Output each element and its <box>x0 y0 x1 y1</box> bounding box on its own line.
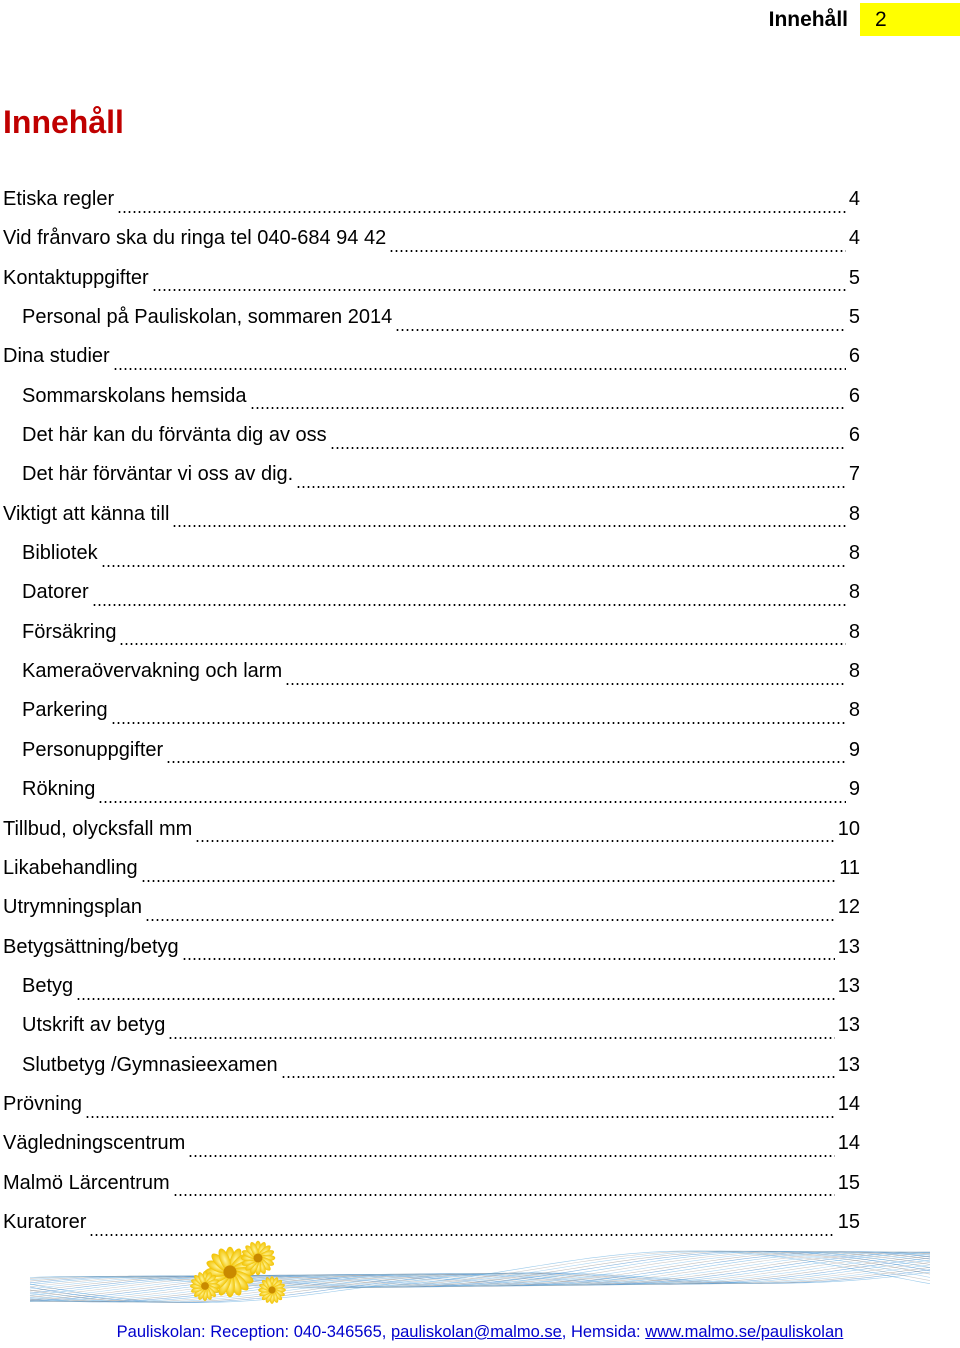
toc-entry[interactable] <box>0 219 860 258</box>
toc-entry-label: Personuppgifter <box>22 738 164 761</box>
toc-entry-page: 9 <box>848 738 860 761</box>
toc-leader-dots <box>92 585 846 609</box>
toc-entry-label: Rökning <box>22 778 96 801</box>
toc-entry-page: 8 <box>848 502 860 525</box>
toc-leader-dots <box>145 900 835 924</box>
toc-entry[interactable] <box>0 495 860 534</box>
toc-entry-label: Likabehandling <box>3 856 138 879</box>
toc-leader-dots <box>395 310 846 334</box>
toc-entry-page: 6 <box>848 384 860 407</box>
toc-entry-page: 15 <box>837 1171 860 1194</box>
toc-leader-dots <box>113 349 846 373</box>
toc-entry-label: Betyg <box>22 974 74 997</box>
toc-leader-dots <box>285 664 846 688</box>
flower-banner <box>0 1238 960 1318</box>
toc-leader-dots <box>166 742 846 766</box>
toc-entry[interactable] <box>0 928 860 967</box>
footer <box>0 1320 960 1344</box>
toc-entry[interactable] <box>0 573 860 612</box>
toc-leader-dots <box>117 192 846 216</box>
toc-entry[interactable] <box>0 416 860 455</box>
toc-entry-page: 8 <box>848 699 860 722</box>
toc-entry-page: 13 <box>837 935 860 958</box>
toc-leader-dots <box>119 624 845 648</box>
toc-entry-label: Betygsättning/betyg <box>3 935 179 958</box>
toc-entry[interactable] <box>0 1164 860 1203</box>
toc-entry[interactable] <box>0 849 860 888</box>
toc-leader-dots <box>281 1057 835 1081</box>
toc-entry-page: 7 <box>848 463 860 486</box>
toc-entry[interactable] <box>0 1203 860 1242</box>
toc-entry-label: Malmö Lärcentrum <box>3 1171 170 1194</box>
toc-leader-dots <box>250 388 846 412</box>
toc-entry-label: Det här förväntar vi oss av dig. <box>22 463 294 486</box>
toc-leader-dots <box>111 703 846 727</box>
toc-entry-page: 15 <box>837 1210 860 1233</box>
toc-entry-label: Bibliotek <box>22 542 98 565</box>
toc-entry[interactable] <box>0 1124 860 1163</box>
toc-entry-label: Kuratorer <box>3 1210 87 1233</box>
toc-entry-page: 4 <box>848 188 860 210</box>
toc-leader-dots <box>182 939 835 963</box>
toc-entry-page: 9 <box>848 778 860 801</box>
toc-entry-label: Slutbetyg /Gymnasieexamen <box>22 1053 278 1076</box>
footer-middle: , Hemsida: <box>561 1323 646 1341</box>
toc-leader-dots <box>168 1018 834 1042</box>
toc-entry[interactable] <box>0 180 860 219</box>
toc-leader-dots <box>173 1175 835 1199</box>
toc-entry[interactable] <box>0 337 860 376</box>
toc-entry-label: Vid frånvaro ska du ringa tel 040-684 94 42 <box>3 227 387 250</box>
toc-entry[interactable] <box>0 377 860 416</box>
toc-leader-dots <box>188 1136 834 1160</box>
toc-entry-label: Kontaktuppgifter <box>3 266 149 289</box>
toc-entry-label: Det här kan du förvänta dig av oss <box>22 424 327 447</box>
toc-entry-page: 14 <box>837 1092 860 1115</box>
toc-entry[interactable] <box>0 455 860 494</box>
toc-entry[interactable] <box>0 888 860 927</box>
footer-prefix: Pauliskolan: Reception: 040-346565, <box>116 1323 391 1341</box>
toc-entry-label: Utrymningsplan <box>3 896 142 919</box>
toc-entry-page: 5 <box>848 266 860 289</box>
toc-leader-dots <box>98 782 845 806</box>
toc-entry-page: 8 <box>848 581 860 604</box>
toc-entry[interactable] <box>0 1085 860 1124</box>
toc-entry-label: Datorer <box>22 581 89 604</box>
toc-entry-label: Etiska regler <box>3 188 115 210</box>
toc-entry-page: 13 <box>837 1014 860 1037</box>
toc-entry-label: Vägledningscentrum <box>3 1132 186 1155</box>
toc-leader-dots <box>141 861 837 885</box>
toc-entry-label: Utskrift av betyg <box>22 1014 166 1037</box>
toc-leader-dots <box>85 1097 835 1121</box>
toc-entry-page: 13 <box>837 974 860 997</box>
page-title: Innehåll <box>3 104 124 140</box>
toc-entry[interactable] <box>0 967 860 1006</box>
footer-website-link[interactable]: www.malmo.se/pauliskolan <box>645 1323 844 1341</box>
toc-leader-dots <box>152 270 846 294</box>
toc-entry[interactable] <box>0 770 860 809</box>
toc-entry-page: 14 <box>837 1132 860 1155</box>
toc-entry-label: Personal på Pauliskolan, sommaren 2014 <box>22 306 393 329</box>
toc-entry-page: 8 <box>848 620 860 643</box>
toc-entry-label: Parkering <box>22 699 108 722</box>
toc-leader-dots <box>89 1215 834 1239</box>
toc-entry-label: Viktigt att känna till <box>3 502 170 525</box>
toc-entry[interactable] <box>0 298 860 337</box>
toc-leader-dots <box>389 231 846 255</box>
page-header <box>769 3 960 36</box>
toc-entry-label: Sommarskolans hemsida <box>22 384 247 407</box>
toc-entry-page: 5 <box>848 306 860 329</box>
toc-entry[interactable] <box>0 613 860 652</box>
toc-entry[interactable] <box>0 652 860 691</box>
toc-entry[interactable] <box>0 1006 860 1045</box>
toc-entry[interactable] <box>0 1046 860 1085</box>
toc-leader-dots <box>330 428 846 452</box>
toc-leader-dots <box>76 979 835 1003</box>
toc-entry-page: 11 <box>839 856 860 879</box>
toc-entry-label: Prövning <box>3 1092 82 1115</box>
toc-entry-label: Dina studier <box>3 345 110 368</box>
table-of-contents <box>0 180 860 1242</box>
toc-entry-label: Kameraövervakning och larm <box>22 660 283 683</box>
toc-entry-page: 8 <box>848 542 860 565</box>
toc-entry-page: 13 <box>837 1053 860 1076</box>
toc-entry[interactable] <box>0 731 860 770</box>
toc-entry-page: 12 <box>837 896 860 919</box>
toc-entry-label: Försäkring <box>22 620 117 643</box>
header-title: Innehåll <box>768 8 848 31</box>
toc-entry-label: Tillbud, olycksfall mm <box>3 817 193 840</box>
header-page-number: 2 <box>860 3 960 36</box>
toc-entry[interactable] <box>0 534 860 573</box>
toc-leader-dots <box>195 821 834 845</box>
footer-email-link[interactable]: pauliskolan@malmo.se <box>390 1323 562 1341</box>
toc-entry-page: 10 <box>837 817 860 840</box>
toc-leader-dots <box>172 506 845 530</box>
toc-leader-dots <box>296 467 846 491</box>
toc-entry[interactable] <box>0 259 860 298</box>
toc-entry[interactable] <box>0 810 860 849</box>
toc-entry-page: 6 <box>848 345 860 368</box>
toc-entry-page: 8 <box>848 660 860 683</box>
sunflower-icon <box>190 1241 286 1304</box>
toc-entry-page: 6 <box>848 424 860 447</box>
toc-leader-dots <box>101 546 846 570</box>
toc-entry-page: 4 <box>848 227 860 250</box>
toc-entry[interactable] <box>0 691 860 730</box>
